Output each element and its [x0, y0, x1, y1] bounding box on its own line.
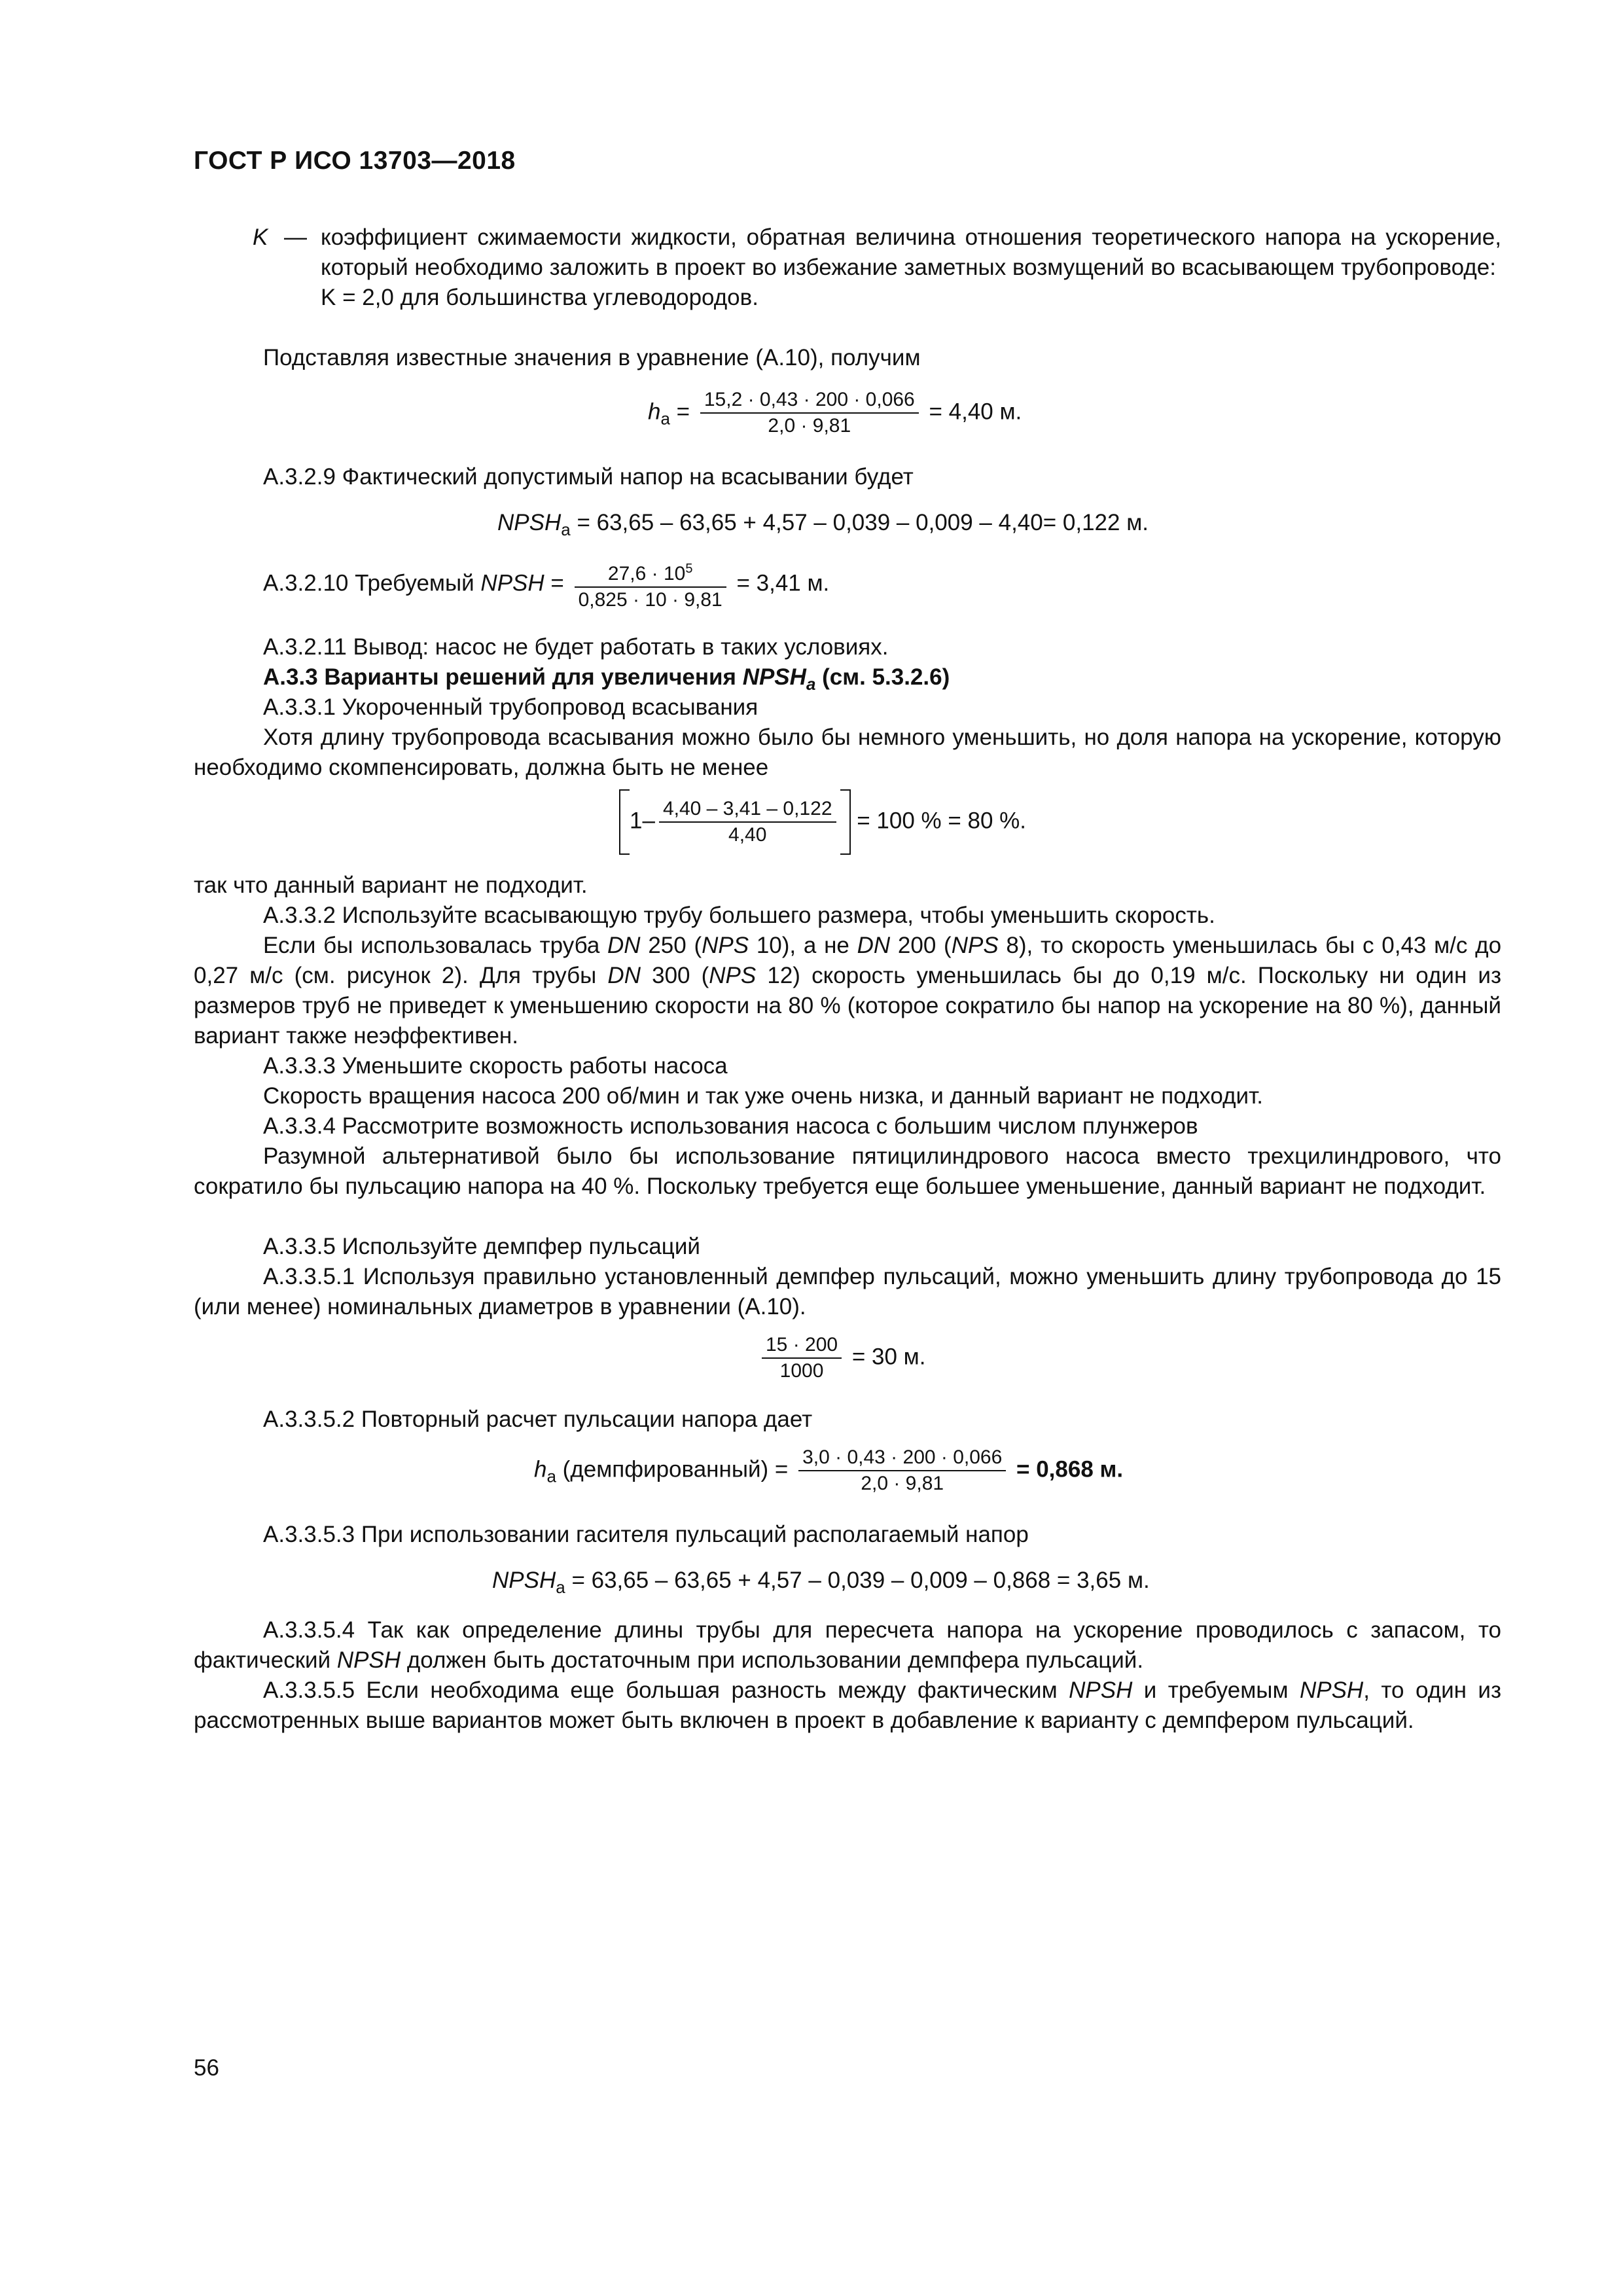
eq5-denominator: 2,0 · 9,81: [861, 1473, 944, 1494]
a3210-var: NPSH: [480, 570, 544, 596]
a3210-fraction: [575, 556, 726, 613]
paragraph-a335: А.3.3.5 Используйте демпфер пульсаций: [263, 1234, 700, 1259]
paragraph-a334-text: Разумной альтернативой было бы использование пятицилиндрового насоса вместо трехцилиндрового, что сократило бы пульсацию напора на 40 %. Поскольку требуется еще большее уменьшение, данный вариант не подходит.: [194, 1143, 1501, 1199]
heading-a33-var: NPSH: [742, 664, 806, 690]
k-symbol: K: [253, 224, 268, 250]
right-bracket: [840, 789, 851, 855]
document-header: ГОСТ Р ИСО 13703—2018: [194, 147, 516, 175]
eq1-eq: =: [676, 399, 690, 425]
eq4-denominator: 1000: [779, 1360, 824, 1382]
paragraph-a333-text: Скорость вращения насоса 200 об/мин и так уже очень низка, и данный вариант не подходит.: [263, 1083, 1263, 1109]
k-definition: [253, 223, 1501, 313]
paragraph-a3354: А.3.3.5.4 Так как определение длины трубы для пересчета напора на ускорение проводилось с запасом, то фактический NPSH должен быть достаточным при использовании демпфера пульсаций.: [194, 1617, 1501, 1673]
equation-ha: [648, 387, 1022, 439]
k-definition-text: коэффициент сжимаемости жидкости, обратная величина отношения теоретического напора на ускорение, который необходимо заложить в проект во избежание заметных возмущений во всасывающем трубопроводе:: [321, 224, 1501, 280]
paragraph-a331-text: Хотя длину трубопровода всасывания можно было бы немного уменьшить, но доля напора на ускорение, которую необходимо скомпенсировать, должна быть не менее: [194, 725, 1501, 780]
eq2-lhs: NPSH: [497, 510, 562, 535]
eq2-rhs: = 63,65 – 63,65 + 4,57 – 0,039 – 0,009 – 4,40= 0,122 м.: [577, 510, 1149, 535]
eq1-result: = 4,40 м.: [929, 399, 1022, 425]
eq2-lhs-sub: a: [561, 520, 571, 539]
eq6-lhs-sub: a: [556, 1577, 565, 1597]
eq1-lhs-sub: a: [660, 408, 670, 429]
k-value-line: K = 2,0 для большинства углеводородов.: [321, 285, 758, 310]
eq5-fraction: [798, 1445, 1006, 1496]
eq3-result: = 100 % = 80 %.: [857, 808, 1027, 834]
page-number: 56: [194, 2055, 219, 2081]
equation-npsha-1: [497, 508, 1149, 545]
eq6-lhs: NPSH: [492, 1568, 556, 1593]
paragraph-a334: А.3.3.4 Рассмотрите возможность использования насоса с большим числом плунжеров: [263, 1113, 1198, 1139]
eq3-one: 1–: [630, 808, 655, 834]
eq4-result: = 30 м.: [851, 1344, 926, 1370]
eq3-numerator: 4,40 – 3,41 – 0,122: [659, 797, 836, 823]
a3210-numerator: $27,6 \cdot 10^5$: [575, 556, 726, 588]
eq1-denominator: 2,0 · 9,81: [768, 415, 851, 437]
equation-length: [758, 1333, 925, 1384]
heading-a33: А.3.3 Варианты решений для увеличения $NPSH_a$ (см. 5.3.2.6): [263, 664, 950, 694]
paragraph-a333: А.3.3.3 Уменьшите скорость работы насоса: [263, 1053, 728, 1079]
paragraph-a331: А.3.3.1 Укороченный трубопровод всасывания: [263, 694, 758, 720]
eq6-rhs: = 63,65 – 63,65 + 4,57 – 0,039 – 0,009 – 0,868 = 3,65 м.: [571, 1568, 1150, 1593]
paragraph-a3210: [263, 556, 829, 613]
a3210-eq: =: [550, 570, 564, 596]
eq1-lhs: h: [648, 399, 661, 425]
eq4-fraction: [762, 1333, 842, 1384]
paragraph-a329: А.3.2.9 Фактический допустимый напор на всасывании будет: [263, 464, 914, 490]
eq3-fraction: [659, 797, 836, 848]
equation-percentage: [619, 789, 1026, 855]
paragraph-a3353: А.3.3.5.3 При использовании гасителя пульсаций располагаемый напор: [263, 1522, 1029, 1547]
eq5-result: = 0,868 м.: [1016, 1456, 1124, 1482]
left-bracket: [619, 789, 630, 855]
eq4-numerator: 15 · 200: [762, 1333, 842, 1359]
eq5-lhs: h: [534, 1456, 547, 1482]
paragraph-a3352: А.3.3.5.2 Повторный расчет пульсации напора дает: [263, 1407, 813, 1432]
eq5-lhs-sub: a: [546, 1466, 556, 1486]
eq5-numerator: 3,0 · 0,43 · 200 · 0,066: [798, 1445, 1006, 1471]
paragraph-a3355: А.3.3.5.5 Если необходима еще большая разность между фактическим NPSH и требуемым NPSH, то один из рассмотренных выше вариантов может быть включен в проект в добавление к варианту с демпфером пульсаций.: [194, 1677, 1501, 1733]
equation-npsha-2: [492, 1566, 1150, 1602]
eq3-denominator: 4,40: [728, 824, 767, 846]
k-dash: —: [284, 224, 307, 250]
eq5-lhs-rest: (демпфированный) =: [556, 1456, 789, 1482]
a3210-result: = 3,41 м.: [736, 570, 830, 596]
eq1-numerator: 15,2 · 0,43 · 200 · 0,066: [700, 387, 919, 414]
a3210-label: А.3.2.10 Требуемый: [263, 570, 474, 596]
eq1-fraction: [700, 387, 919, 439]
a3210-denominator: 0,825 · 10 · 9,81: [578, 589, 722, 611]
paragraph-a3211: А.3.2.11 Вывод: насос не будет работать в таких условиях.: [263, 634, 889, 660]
paragraph-a332-text: Если бы использовалась труба DN 250 (NPS 10), а не DN 200 (NPS 8), то скорость уменьшилась бы с 0,43 м/с до 0,27 м/с (см. рисунок 2). Для трубы DN 300 (NPS 12) скорость уменьшилась бы до 0,19 м/с. Поскольку ни один из размеров труб не приведет к уменьшению скорости на 80 % (которое сократило бы напор на ускорение на 80 %), данный вариант также неэффективен.: [194, 933, 1502, 1049]
paragraph-a3351: А.3.3.5.1 Используя правильно установленный демпфер пульсаций, можно уменьшить длину трубопровода до 15 (или менее) номинальных диаметров в уравнении (А.10).: [194, 1264, 1501, 1319]
equation-ha-damped: [534, 1445, 1123, 1496]
paragraph-substitute: Подставляя известные значения в уравнение (А.10), получим: [263, 345, 921, 370]
paragraph-so-that: так что данный вариант не подходит.: [194, 872, 588, 898]
paragraph-a332: А.3.3.2 Используйте всасывающую трубу большего размера, чтобы уменьшить скорость.: [263, 903, 1215, 928]
